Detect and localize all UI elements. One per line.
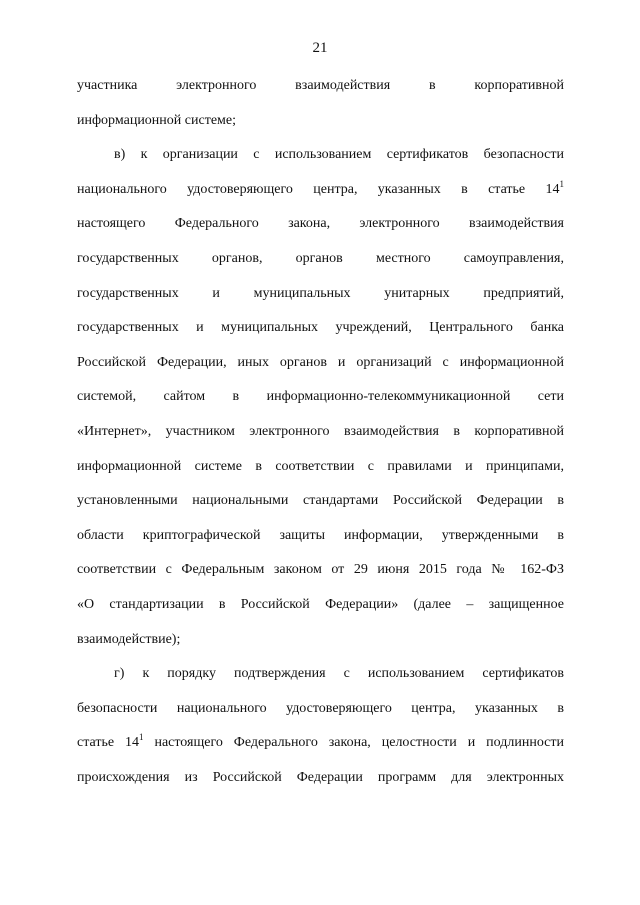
- footnote-superscript: 1: [559, 178, 564, 189]
- text-line: безопасности национального удостоверяющего центра, указанных в: [77, 700, 564, 716]
- text-line: происхождения из Российской Федерации программ для электронных: [77, 769, 564, 785]
- text-line: государственных и муниципальных учреждений, Центрального банка: [77, 320, 564, 336]
- text-line: информационной системе в соответствии с правилами и принципами,: [77, 458, 564, 474]
- text-line: государственных органов, органов местного самоуправления,: [77, 250, 564, 266]
- text-line: системой, сайтом в информационно-телекоммуникационной сети: [77, 389, 564, 405]
- paragraph-g-first-line: г) к порядку подтверждения с использованием сертификатов: [114, 666, 564, 682]
- page-number: 21: [312, 40, 328, 56]
- document-body: [77, 76, 564, 802]
- text-line: Российской Федерации, иных органов и организаций с информационной: [77, 354, 564, 370]
- text-line: взаимодействие);: [77, 631, 181, 647]
- text-line: национального удостоверяющего центра, указанных в статье $14^1$: [77, 178, 564, 197]
- text-line: участника электронного взаимодействия в корпоративной: [77, 78, 564, 93]
- text-line: «Интернет», участником электронного взаимодействия в корпоративной: [77, 423, 564, 439]
- text-line: статье $14^1$ настоящего Федерального закона, целостности и подлинности: [77, 732, 564, 751]
- text-line: государственных и муниципальных унитарных предприятий,: [77, 285, 564, 301]
- text-line: области криптографической защиты информации, утвержденными в: [77, 527, 564, 543]
- text-line: установленными национальными стандартами Российской Федерации в: [77, 493, 564, 509]
- paragraph-v-first-line: в) к организации с использованием сертификатов безопасности: [114, 147, 564, 163]
- text-line: информационной системе;: [77, 112, 236, 128]
- text-line: настоящего Федерального закона, электронного взаимодействия: [77, 216, 564, 232]
- footnote-superscript: 1: [139, 732, 144, 743]
- text-line: «О стандартизации в Российской Федерации» (далее – защищенное: [77, 596, 564, 612]
- text-line: соответствии с Федеральным законом от 29 июня 2015 года № 162-ФЗ: [77, 562, 564, 578]
